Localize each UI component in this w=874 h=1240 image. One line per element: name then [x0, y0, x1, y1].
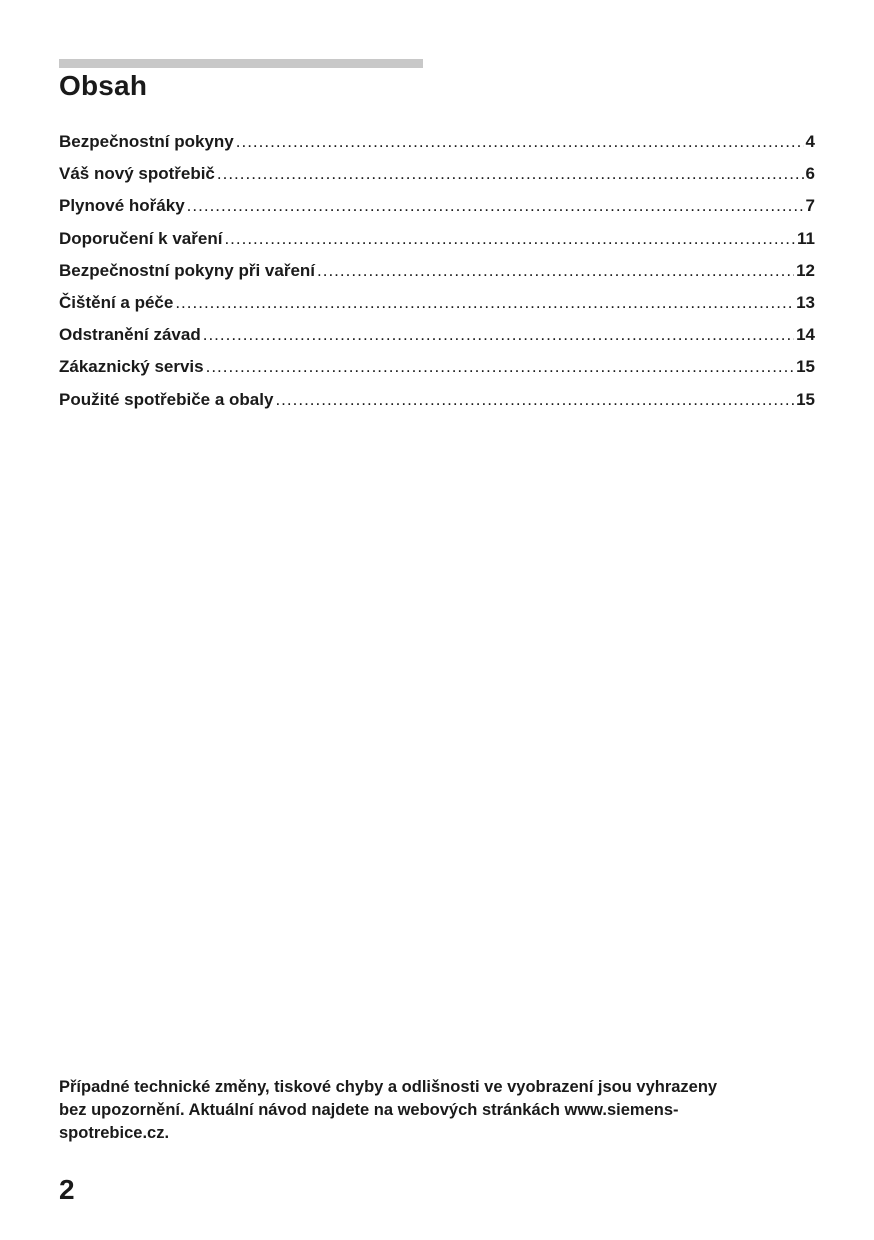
- toc-dot-leader: [187, 196, 804, 216]
- toc-dot-leader: [206, 357, 794, 377]
- table-of-contents: [59, 132, 815, 422]
- disclaimer-line: bez upozornění. Aktuální návod najdete na webových stránkách www.siemens-: [59, 1101, 679, 1119]
- toc-dot-leader: [217, 164, 804, 184]
- toc-entry-page: 12: [796, 260, 815, 280]
- disclaimer-note: [59, 1076, 819, 1145]
- toc-entry-label: Použité spotřebiče a obaly: [59, 389, 274, 409]
- toc-entry-label: Váš nový spotřebič: [59, 164, 215, 184]
- toc-entry-page: 4: [805, 132, 815, 151]
- page-number: 2: [59, 1174, 75, 1205]
- toc-entry-page: 15: [796, 357, 815, 377]
- toc-entry-page: 6: [805, 164, 815, 184]
- toc-entry[interactable]: [59, 390, 815, 422]
- toc-entry-page: 13: [796, 292, 815, 312]
- toc-entry[interactable]: [59, 132, 815, 164]
- toc-entry-page: 15: [796, 389, 815, 409]
- toc-entry[interactable]: [59, 229, 815, 261]
- toc-dot-leader: [236, 132, 804, 152]
- toc-entry-label: Doporučení k vaření: [59, 228, 223, 248]
- disclaimer-line: Případné technické změny, tiskové chyby a odlišnosti ve vyobrazení jsou vyhrazeny: [59, 1078, 718, 1096]
- toc-entry[interactable]: [59, 357, 815, 389]
- page-title: Obsah: [59, 70, 148, 101]
- toc-entry-label: Bezpečnostní pokyny: [59, 132, 234, 151]
- toc-dot-leader: [203, 325, 794, 345]
- toc-entry-label: Plynové hořáky: [59, 196, 185, 216]
- toc-entry[interactable]: [59, 196, 815, 228]
- toc-entry-label: Odstranění závad: [59, 325, 201, 345]
- toc-dot-leader: [275, 390, 794, 410]
- toc-entry-page: 14: [796, 325, 815, 345]
- toc-entry-label: Čištění a péče: [59, 292, 174, 312]
- disclaimer-line: spotrebice.cz.: [59, 1124, 170, 1142]
- toc-entry[interactable]: [59, 293, 815, 325]
- toc-entry-page: 7: [805, 196, 815, 216]
- toc-entry-label: Zákaznický servis: [59, 357, 204, 377]
- toc-dot-leader: [175, 293, 794, 313]
- toc-dot-leader: [224, 229, 795, 249]
- toc-entry[interactable]: [59, 261, 815, 293]
- toc-dot-leader: [317, 261, 794, 281]
- toc-entry[interactable]: [59, 325, 815, 357]
- toc-entry[interactable]: [59, 164, 815, 196]
- header-rule: [59, 59, 423, 68]
- toc-entry-page: 11: [797, 228, 815, 248]
- toc-entry-label: Bezpečnostní pokyny při vaření: [59, 260, 316, 280]
